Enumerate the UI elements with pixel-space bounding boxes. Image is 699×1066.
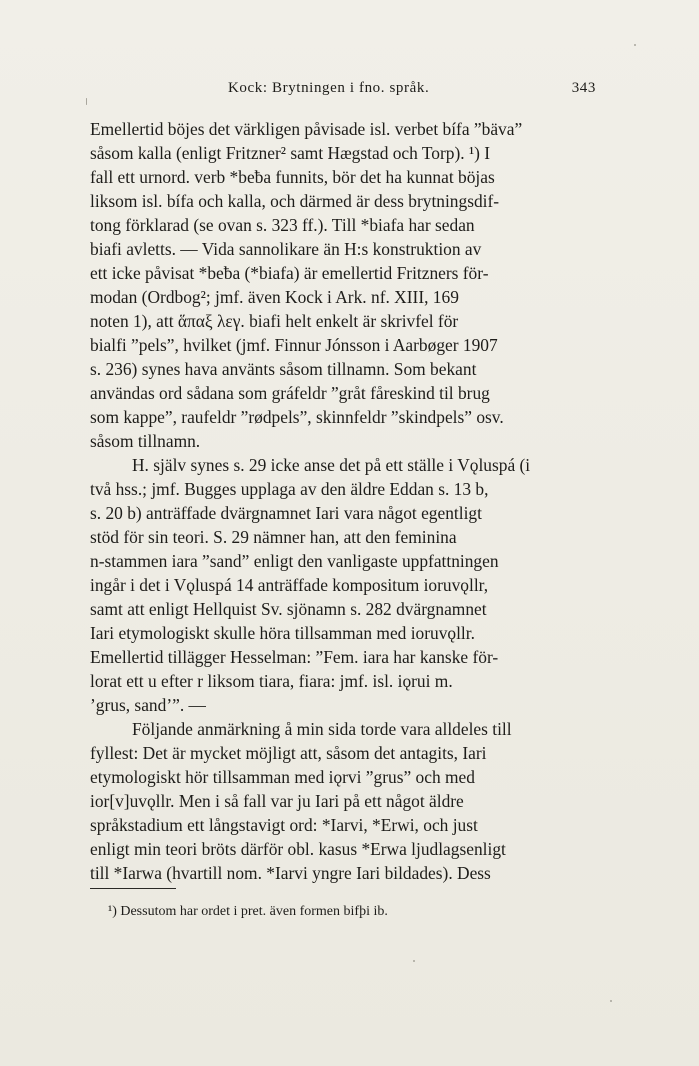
text-line: som kappe”, raufeldr ”rødpels”, skinnfeldr ”skindpels” osv. <box>90 407 504 427</box>
text-line: tong förklarad (se ovan s. 323 ff.). Till *biafa har sedan <box>90 215 475 235</box>
paper-speck <box>634 44 636 46</box>
text-line: samt att enligt Hellquist Sv. sjönamn s. 282 dvärgnamnet <box>90 599 487 619</box>
text-line: Emellertid tillägger Hesselman: ”Fem. iara har kanske för- <box>90 647 499 667</box>
footnote: ¹) Dessutom har ordet i pret. även formen bifþi ib. <box>108 904 388 919</box>
text-line: biafi avletts. — Vida sannolikare än H:s konstruktion av <box>90 239 482 259</box>
running-head: Kock: Brytningen i fno. språk. <box>228 80 430 96</box>
text-line: ingår i det i Vǫluspá 14 anträffade kompositum ioruvǫllr, <box>90 575 489 595</box>
text-line: till *Iarwa (hvartill nom. *Iarvi yngre Iari bildades). Dess <box>90 863 491 883</box>
paper-speck <box>86 98 87 105</box>
text-line: två hss.; jmf. Bugges upplaga av den äldre Eddan s. 13 b, <box>90 479 489 499</box>
text-line: ’grus, sand’”. — <box>90 695 206 715</box>
text-line: stöd för sin teori. S. 29 nämner han, att den feminina <box>90 527 457 547</box>
footnote-divider <box>90 888 176 889</box>
text-line: etymologiskt hör tillsamman med iǫrvi ”grus” och med <box>90 767 475 787</box>
text-line: användas ord sådana som gráfeldr ”gråt fåreskind til brug <box>90 383 490 403</box>
text-line: noten 1), att ἅπαξ λεγ. biafi helt enkelt är skrivfel för <box>90 311 459 331</box>
text-line-paragraph-start: H. själv synes s. 29 icke anse det på ett ställe i Vǫluspá (i <box>132 455 531 475</box>
text-line: fyllest: Det är mycket möjligt att, såsom det antagits, Iari <box>90 743 487 763</box>
text-line: såsom tillnamn. <box>90 431 201 451</box>
text-line: modan (Ordbog²; jmf. även Kock i Ark. nf. XIII, 169 <box>90 287 459 307</box>
text-line: lorat ett u efter r liksom tiara, fiara: jmf. isl. iǫrui m. <box>90 671 453 691</box>
text-line: s. 20 b) anträffade dvärgnamnet Iari vara något egentligt <box>90 503 482 523</box>
paper-speck <box>413 960 415 962</box>
page-header <box>90 80 596 102</box>
text-line: s. 236) synes hava använts såsom tillnamn. Som bekant <box>90 359 477 379</box>
body-text <box>90 117 596 885</box>
text-line: såsom kalla (enligt Fritzner² samt Hægstad och Torp). ¹) I <box>90 143 491 163</box>
text-line: språkstadium ett långstavigt ord: *Iarvi, *Erwi, och just <box>90 815 478 835</box>
text-line: bialfi ”pels”, hvilket (jmf. Finnur Jónsson i Aarbøger 1907 <box>90 335 498 355</box>
text-line: Emellertid böjes det värkligen påvisade isl. verbet bífa ”bäva” <box>90 119 523 139</box>
paper-speck <box>610 1000 612 1002</box>
text-line: ett icke påvisat *beƀa (*biafa) är emellertid Fritzners för- <box>90 263 489 283</box>
page-number: 343 <box>571 80 596 96</box>
text-line: liksom isl. bífa och kalla, och därmed är dess brytningsdif- <box>90 191 500 211</box>
text-line: n-stammen iara ”sand” enligt den vanligaste uppfattningen <box>90 551 499 571</box>
text-line: enligt min teori bröts därför obl. kasus *Erwa ljudlagsenligt <box>90 839 506 859</box>
text-line-paragraph-start: Följande anmärkning å min sida torde vara alldeles till <box>132 719 512 739</box>
text-line: ior[v]uvǫllr. Men i så fall var ju Iari på ett något äldre <box>90 791 464 811</box>
text-line: fall ett urnord. verb *beƀa funnits, bör det ha kunnat böjas <box>90 167 495 187</box>
text-line: Iari etymologiskt skulle höra tillsamman med ioruvǫllr. <box>90 623 475 643</box>
